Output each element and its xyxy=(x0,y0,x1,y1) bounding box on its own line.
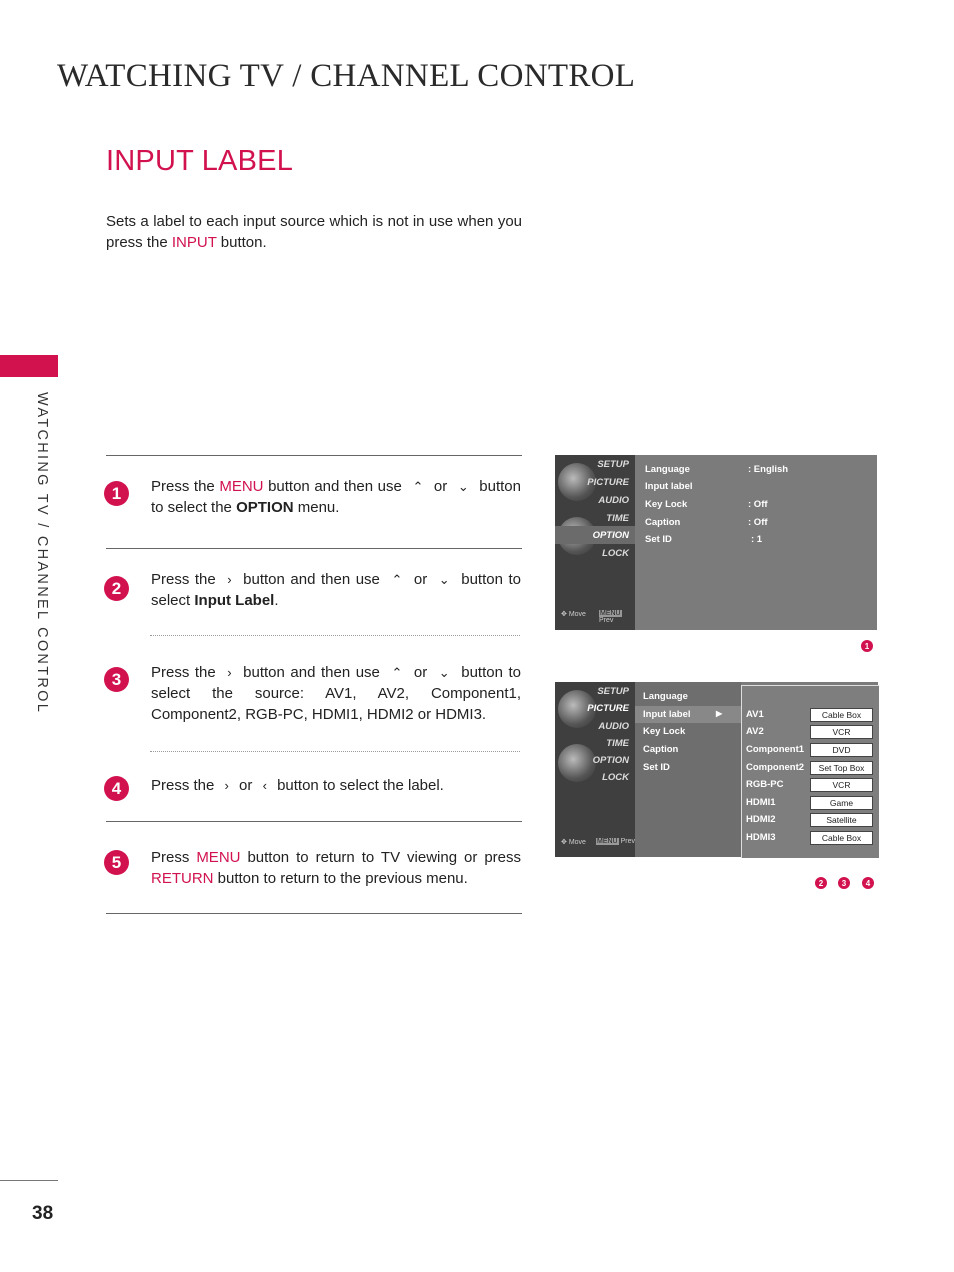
screen-step-ref: 2 xyxy=(815,877,827,889)
left-arrow-icon: ‹ xyxy=(262,778,267,793)
page-number: 38 xyxy=(32,1203,54,1224)
step-text-part: or xyxy=(234,777,257,794)
input-label-screenshot xyxy=(555,682,878,857)
source-name: HDMI2 xyxy=(746,814,776,825)
menu-item-key-lock[interactable]: Key Lock xyxy=(643,726,686,737)
menu-value-language: : English xyxy=(748,464,789,475)
up-arrow-icon: ⌃ xyxy=(391,665,403,680)
menu-sidebar xyxy=(555,455,635,630)
source-name: RGB-PC xyxy=(746,779,784,790)
step-number-1: 1 xyxy=(104,481,129,506)
sidebar-item-time[interactable]: TIME xyxy=(606,513,629,524)
step-text-part: Press the xyxy=(151,777,219,794)
step-text-part: or xyxy=(429,478,452,495)
menu-value-key-lock: : Off xyxy=(748,499,768,510)
menu-key: MENU xyxy=(196,849,241,866)
menu-value-caption: : Off xyxy=(748,517,768,528)
step-5-text xyxy=(151,847,521,889)
menu-item-input-label[interactable]: Input label xyxy=(643,709,691,720)
screen-step-ref: 4 xyxy=(862,877,874,889)
return-key: RETURN xyxy=(151,870,214,887)
disc-icon xyxy=(558,744,596,782)
footer-prev xyxy=(599,610,635,624)
intro-text-2: button. xyxy=(216,234,267,251)
step-text-part: Press the xyxy=(151,571,222,588)
step-dotted-divider xyxy=(150,751,520,752)
step-text-part: Press xyxy=(151,849,197,866)
source-label-box[interactable]: Satellite xyxy=(810,813,873,827)
step-text-part: button to select the label. xyxy=(272,777,444,794)
side-chapter-label: WATCHING TV / CHANNEL CONTROL xyxy=(34,392,50,715)
source-label-box[interactable]: Cable Box xyxy=(810,831,873,845)
menu-item-language[interactable]: Language xyxy=(645,464,690,475)
source-name: Component2 xyxy=(746,762,805,773)
sidebar-item-audio[interactable]: AUDIO xyxy=(598,721,629,732)
sidebar-item-option[interactable]: OPTION xyxy=(592,755,629,766)
source-name: AV2 xyxy=(746,726,764,737)
screen-step-ref: 3 xyxy=(838,877,850,889)
source-label-box[interactable]: VCR xyxy=(810,725,873,739)
step-divider xyxy=(106,821,522,822)
step-text-part: button to select the source: AV1, AV2, Component1, Component2, RGB-PC, HDMI1, HDMI2 or HDMI3. xyxy=(151,664,521,723)
sidebar-item-time[interactable]: TIME xyxy=(606,738,629,749)
footer-move: ✥ Move xyxy=(561,839,586,846)
step-number-2: 2 xyxy=(104,576,129,601)
step-text-part: button to select xyxy=(151,571,521,609)
up-arrow-icon: ⌃ xyxy=(412,479,424,494)
step-text-part: Press the xyxy=(151,478,220,495)
footer-move-text: Move xyxy=(568,611,586,618)
source-name: HDMI1 xyxy=(746,797,776,808)
step-text-part: menu. xyxy=(293,499,340,516)
menu-value-set-id: : 1 xyxy=(751,534,763,545)
sidebar-item-picture[interactable]: PICTURE xyxy=(587,703,629,714)
right-arrow-icon: › xyxy=(227,572,232,587)
menu-item-caption[interactable]: Caption xyxy=(645,517,681,528)
source-label-box[interactable]: Set Top Box xyxy=(810,761,873,775)
step-3-text xyxy=(151,662,521,725)
step-number-3: 3 xyxy=(104,667,129,692)
footer-prev-text: Prev xyxy=(620,838,635,845)
step-text-part: button to select the xyxy=(151,478,521,516)
step-number-4: 4 xyxy=(104,776,129,801)
step-text-part: button to return to TV viewing or press xyxy=(240,849,522,866)
source-name: Component1 xyxy=(746,744,805,755)
menu-key-icon: MENU xyxy=(597,838,618,845)
menu-item-set-id[interactable]: Set ID xyxy=(643,762,670,773)
down-arrow-icon: ⌄ xyxy=(438,572,450,587)
sidebar-item-audio[interactable]: AUDIO xyxy=(598,495,629,506)
sidebar-item-setup[interactable]: SETUP xyxy=(597,686,629,697)
up-arrow-icon: ⌃ xyxy=(391,572,403,587)
step-4-text xyxy=(151,775,521,796)
option-key: OPTION xyxy=(236,499,294,516)
step-text-part: button to return to the previous menu. xyxy=(213,870,468,887)
down-arrow-icon: ⌄ xyxy=(457,479,469,494)
menu-item-set-id[interactable]: Set ID xyxy=(645,534,672,545)
down-arrow-icon: ⌄ xyxy=(438,665,450,680)
source-label-box[interactable]: DVD xyxy=(810,743,873,757)
source-name: HDMI3 xyxy=(746,832,776,843)
step-text-part: . xyxy=(274,592,279,609)
footer-prev xyxy=(596,838,635,845)
step-dotted-divider xyxy=(150,635,520,636)
sidebar-item-lock[interactable]: LOCK xyxy=(602,772,629,783)
menu-item-caption[interactable]: Caption xyxy=(643,744,679,755)
step-number-5: 5 xyxy=(104,850,129,875)
intro-keyword: INPUT xyxy=(171,234,217,251)
right-arrow-icon: › xyxy=(224,778,229,793)
right-arrow-icon: › xyxy=(227,665,232,680)
screen-step-ref: 1 xyxy=(861,640,873,652)
footer-move-text: Move xyxy=(568,839,586,846)
step-text-part: or xyxy=(408,664,433,681)
sidebar-item-picture[interactable]: PICTURE xyxy=(587,477,629,488)
menu-key: MENU xyxy=(219,478,264,495)
step-text-part: or xyxy=(408,571,433,588)
step-text-part: Press the xyxy=(151,664,222,681)
source-name: AV1 xyxy=(746,709,764,720)
intro-paragraph xyxy=(106,211,522,253)
step-divider xyxy=(106,548,522,549)
source-label-box[interactable]: VCR xyxy=(810,778,873,792)
input-label-key: Input Label xyxy=(194,592,275,609)
source-label-box[interactable]: Cable Box xyxy=(810,708,873,722)
page-number-rule xyxy=(0,1180,58,1181)
menu-sidebar xyxy=(555,682,635,857)
step-text-part: button and then use xyxy=(237,571,386,588)
menu-item-input-label[interactable]: Input label xyxy=(645,481,693,492)
step-2-text xyxy=(151,569,521,611)
step-text-part: button and then use xyxy=(263,478,407,495)
menu-item-key-lock[interactable]: Key Lock xyxy=(645,499,688,510)
section-title: INPUT LABEL xyxy=(106,145,294,177)
footer-move: ✥ Move xyxy=(561,611,586,618)
sidebar-item-setup[interactable]: SETUP xyxy=(597,459,629,470)
submenu-arrow-icon: ▶ xyxy=(716,709,723,718)
step-1-text xyxy=(151,476,521,518)
option-menu-screenshot xyxy=(555,455,877,630)
source-label-box[interactable]: Game xyxy=(810,796,873,810)
step-divider xyxy=(106,913,522,914)
step-text-part: button and then use xyxy=(237,664,386,681)
menu-item-language[interactable]: Language xyxy=(643,691,688,702)
chapter-tab xyxy=(0,355,58,377)
intro-text-1: Sets a label to each input source which is not in use when you press the xyxy=(106,213,522,251)
sidebar-item-option[interactable]: OPTION xyxy=(592,530,629,541)
menu-key-icon: MENU xyxy=(600,610,621,617)
page-header-title: WATCHING TV / CHANNEL CONTROL xyxy=(57,58,636,94)
footer-prev-text: Prev xyxy=(599,617,614,624)
step-divider xyxy=(106,455,522,456)
sidebar-item-lock[interactable]: LOCK xyxy=(602,548,629,559)
